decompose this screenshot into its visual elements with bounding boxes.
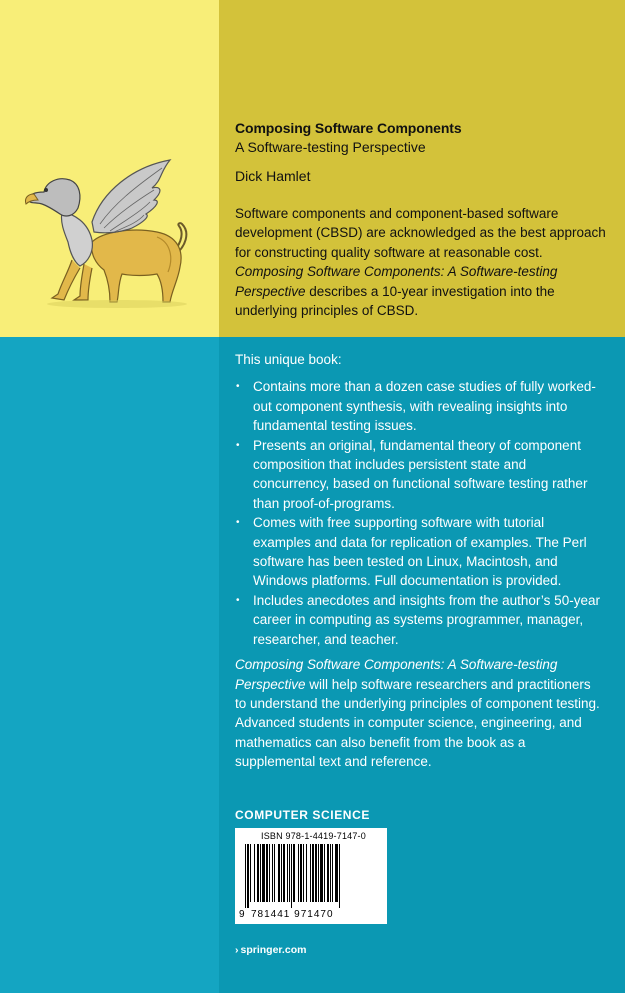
barcode-bar [254,844,255,902]
subject-category: COMPUTER SCIENCE [235,808,370,822]
title-block [235,120,605,184]
barcode-bar [310,844,311,902]
publisher-url[interactable] [235,944,306,956]
barcode-bar [262,844,265,902]
barcode-bar [245,844,246,908]
barcode-bar [274,844,275,902]
barcode-bar [278,844,280,902]
closing-paragraph [235,655,605,771]
barcode-bar [272,844,273,902]
description-block [235,350,605,772]
barcode-bar [335,844,338,902]
book-title: Composing Software Components [235,120,462,136]
barcode-bar [287,844,288,902]
list-item: • Contains more than a dozen case studies of fully worked-out component synthesis, with revealing insights into fundamental testing issues. [235,377,605,435]
barcode-bar [324,844,325,902]
intro-text-part1: Software components and component-based software development (CBSD) are acknowledged as the best approach for constructing quality software at reasonable cost. [235,206,606,260]
barcode-bars [243,844,379,908]
publisher-url-text: springer.com [240,944,307,956]
book-subtitle: A Software-testing Perspective [235,139,426,155]
lead-in: This unique book: [235,352,342,367]
barcode-bar [332,844,333,902]
barcode-bar [315,844,317,902]
closing-title-italic: Composing Software Components: A Software-testing Perspective [235,657,558,692]
intro-title-italic: Composing Software Components: A Software-testing Perspective [235,264,558,299]
barcode-bar [330,844,331,902]
feature-list [235,377,605,649]
barcode-bar [266,844,268,902]
barcode-bar [320,844,323,902]
barcode-bar [300,844,302,902]
isbn-label: ISBN 978-1-4419-7147-0 [261,831,366,841]
barcode-bar [250,844,251,902]
barcode-bar [269,844,270,902]
chevron-right-icon: › [235,944,239,956]
barcode-bar [303,844,304,902]
barcode-bar [247,844,249,908]
barcode-bar [281,844,282,902]
barcode-bar [339,844,340,908]
barcode-bar [318,844,319,902]
intro-text-part2: describes a 10-year investigation into the underlying principles of CBSD. [235,283,555,319]
barcode-bar [291,844,292,908]
barcode-bar [298,844,299,902]
closing-text: will help software researchers and practitioners to understand the underlying principles of component testing. Advanced students in computer science, engineering, and mathematics can also benefit from the book as a supplemental text and reference. [235,676,600,770]
list-item: • Includes anecdotes and insights from the author’s 50-year career in computing as systems programmer, manager, researcher, and teacher. [235,591,605,649]
cover-panel-bottom-left [0,337,219,993]
intro-paragraph [235,204,610,320]
barcode-bar [283,844,285,902]
barcode-bar [289,844,290,902]
barcode-bar [293,844,295,902]
barcode-digits: 781441 971470 [251,909,334,920]
barcode-bar [312,844,314,902]
barcode-bar [327,844,329,902]
barcode-lead-digit: 9 [239,909,245,920]
barcode-bar [306,844,307,902]
griffin-illustration [22,152,192,312]
barcode-bar [257,844,259,902]
barcode-bar [260,844,261,902]
book-author: Dick Hamlet [235,168,311,184]
list-item: • Comes with free supporting software with tutorial examples and data for replication of examples. The Perl software has been tested on Linux, Macintosh, and Windows platforms. Full documentation is provided. [235,513,605,591]
isbn-barcode [235,828,387,924]
list-item: • Presents an original, fundamental theory of component composition that includes persistent state and concurrency, based on functional software testing rather than proof-of-programs. [235,436,605,514]
